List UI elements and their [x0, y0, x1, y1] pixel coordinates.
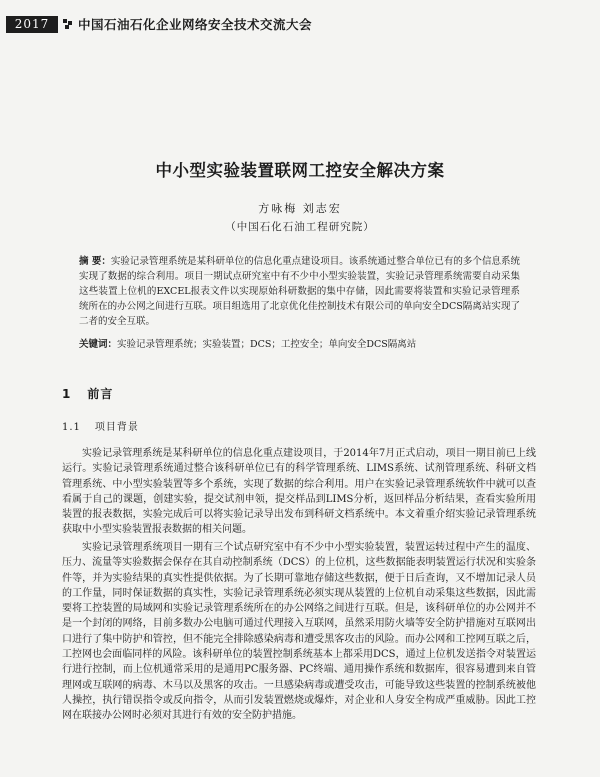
body-paragraph: 实验记录管理系统是某科研单位的信息化重点建设项目，于2014年7月正式启动，项目一期目前已上线运行。实验记录管理系统通过整合该科研单位已有的科学管理系统、LIMS系统、试剂管理系统、科研文档管理系统、中小型实验装置等多个系统，实现了数据的综合利用。用户在实验记录管理系统软件中就可以查看属于自己的课题，创建实验，提交试剂申领，提交样品到LIMS分析，返回样品分析结果，查看实验所用装置的报表数据，实验完成后可以将实验记录导出发布到科研文档系统中。本文着重介绍实验记录管理系统获取中小型实验装置报表数据的相关问题。 — [62, 448, 536, 536]
body-paragraph: 实验记录管理系统项目一期有三个试点研究室中有不少中小型实验装置，装置运转过程中产生的温度、压力、流量等实验数据会保存在其自动控制系统（DCS）的上位机，这些数据能表明装置运行状况和实验条件等，并为实验结果的真实性提供依据。为了长期可靠地存储这些数据，便于日后查询，又不增加记录人员的工作量，同时保证数据的真实性，实验记录管理系统必须实现从装置的上位机自动采集这些数据，因此需要将工控装置的局域网和实验记录管理系统所在的办公网络之间进行互联。但是，该科研单位的办公网并不是一个封闭的网络，目前多数办公电脑可通过代理接入互联网，虽然采用防火墙等安全防护措施对互联网出口进行了集中防护和管控，但不能完全排除感染病毒和遭受黑客攻击的风险。而办公网和工控网互联之后，工控网也会面临同样的风险。该科研单位的装置控制系统基本上都采用DCS，通过上位机发送指令对装置运行进行控制，而上位机通常采用的是通用PC服务器、PC终端、通用操作系统和数据库，很容易遭到来自管理网或互联网的病毒、木马以及黑客的攻击。一旦感染病毒或遭受攻击，可能导致这些装置的控制系统被他人操控，执行错误指令或反向指令，从而引发装置燃烧或爆炸，对企业和人身安全构成严重威胁。因此工控网在联接办公网时必须对其进行有效的安全防护措施。 — [62, 542, 536, 722]
paper-authors: 方咏梅 刘志宏 — [258, 202, 342, 215]
subsection-title: 项目背景 — [94, 422, 139, 433]
section-number: 1 — [62, 387, 72, 401]
keywords-text: 实验记录管理系统；实验装置；DCS；工控安全；单向安全DCS隔离站 — [117, 339, 417, 350]
keywords-block — [79, 337, 520, 352]
diamond-bullet-icon — [63, 19, 73, 29]
subsection-heading — [62, 418, 139, 433]
section-title: 前言 — [87, 387, 114, 401]
abstract-block — [79, 254, 520, 329]
abstract-text: 实验记录管理系统是某科研单位的信息化重点建设项目。该系统通过整合单位已有的多个信息系统实现了数据的综合利用。项目一期试点研究室中有不少中小型实验装置，实验记录管理系统需要自动采集这些装置上位机的EXCEL报表文件以实现原始科研数据的集中存储，因此需要将装置和实验记录管理系统所在的办公网之间进行互联。项目组选用了北京优化佳控制技术有限公司的单向安全DCS隔离站实现了二者的安全互联。 — [79, 256, 520, 327]
paper-affiliation: （中国石化石油工程研究院） — [225, 221, 375, 233]
subsection-number: 1.1 — [62, 422, 81, 433]
conference-header — [0, 14, 600, 36]
paper-title: 中小型实验装置联网工控安全解决方案 — [155, 161, 445, 180]
year-badge: 2017 — [6, 16, 58, 33]
conference-title: 中国石油石化企业网络安全技术交流大会 — [78, 17, 313, 32]
section-heading — [62, 385, 113, 402]
keywords-label: 关键词： — [79, 339, 118, 350]
abstract-label: 摘 要： — [79, 256, 111, 267]
